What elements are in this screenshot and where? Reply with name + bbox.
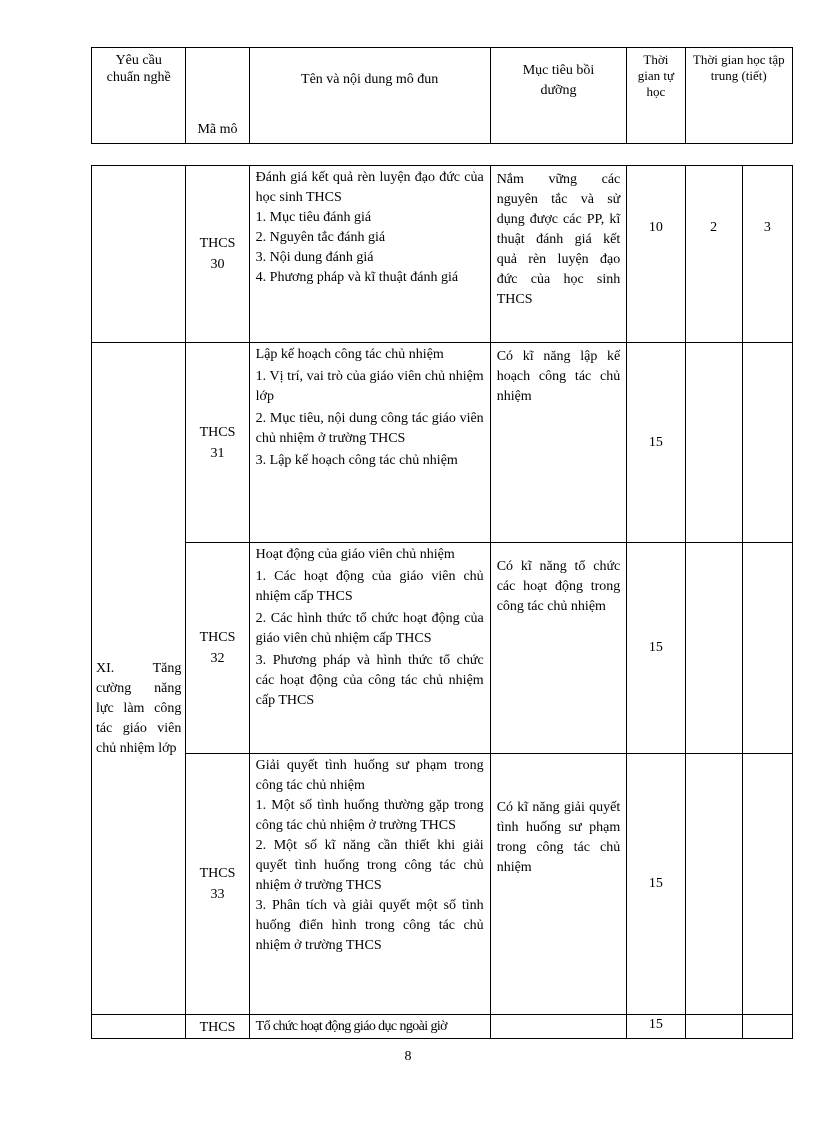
header-code: Mã mô [186, 48, 249, 144]
header-concentrated: Thời gian học tập trung (tiết) [685, 48, 793, 144]
module-goal: Có kĩ năng giải quyết tình huống sư phạm trong công tác chủ nhiệm [490, 754, 627, 1015]
self-study-hours: 15 [627, 343, 685, 543]
self-study-hours: 15 [627, 754, 685, 1015]
module-goal: Có kĩ năng lập kế hoạch công tác chủ nhiệm [490, 343, 627, 543]
module-table [91, 165, 793, 1039]
module-code: THCS 31 [186, 343, 249, 543]
header-content: Tên và nội dung mô đun [249, 48, 490, 144]
header-row [92, 48, 793, 144]
module-content: Giải quyết tình huống sư phạm trong công tác chủ nhiệm 1. Một số tình huống thường gặp trong công tác chủ nhiệm ở trường THCS 2. Một số kĩ năng cần thiết khi giải quyết tình huống trong công tác chủ nhiệm ở trường THCS 3. Phân tích và giải quyết một số tình huống điển hình trong công tác chủ nhiệm ở trường THCS [249, 754, 490, 1015]
module-content: Lập kế hoạch công tác chủ nhiệm 1. Vị trí, vai trò của giáo viên chủ nhiệm lớp 2. Mục tiêu, nội dung công tác giáo viên chủ nhiệm ở trường THCS 3. Lập kế hoạch công tác chủ nhiệm [249, 343, 490, 543]
table-row [92, 543, 793, 754]
practice-hours: 3 [742, 166, 792, 343]
module-content: Đánh giá kết quả rèn luyện đạo đức của học sinh THCS 1. Mục tiêu đánh giá 2. Nguyên tắc đánh giá 3. Nội dung đánh giá 4. Phương pháp và kĩ thuật đánh giá [249, 166, 490, 343]
self-study-hours: 15 [627, 543, 685, 754]
self-study-hours: 10 [627, 166, 685, 343]
header-requirement: Yêu cầu chuẩn nghề [92, 48, 186, 144]
module-goal: Nắm vững các nguyên tắc và sử dụng được các PP, kĩ thuật đánh giá kết quả rèn luyện đạo đức của học sinh THCS [490, 166, 627, 343]
header-goal: Mục tiêu bồi dưỡng [490, 48, 627, 144]
module-code: THCS [186, 1015, 249, 1039]
table-row [92, 166, 793, 343]
module-code: THCS 32 [186, 543, 249, 754]
module-goal: Có kĩ năng tổ chức các hoạt động trong công tác chủ nhiệm [490, 543, 627, 754]
theory-hours: 2 [685, 166, 742, 343]
table-row [92, 754, 793, 1015]
module-content: Tổ chức hoạt động giáo dục ngoài giờ [249, 1015, 490, 1039]
category-xi: XI. Tăng cường năng lực làm công tác giáo viên chủ nhiệm lớp [92, 343, 186, 1015]
module-content: Hoạt động của giáo viên chủ nhiệm 1. Các hoạt động của giáo viên chủ nhiệm cấp THCS 2. Các hình thức tổ chức hoạt động của giáo viên chủ nhiệm cấp THCS 3. Phương pháp và hình thức tổ chức các hoạt động của công tác chủ nhiệm cấp THCS [249, 543, 490, 754]
header-self-study: Thời gian tự học [627, 48, 685, 144]
module-code: THCS 33 [186, 754, 249, 1015]
category-cell [92, 166, 186, 343]
table-row [92, 1015, 793, 1039]
self-study-hours: 15 [627, 1015, 685, 1039]
header-table [91, 47, 793, 144]
table-row [92, 343, 793, 543]
category-cell [92, 1015, 186, 1039]
page-number: 8 [404, 1049, 412, 1064]
module-code: THCS 30 [186, 166, 249, 343]
